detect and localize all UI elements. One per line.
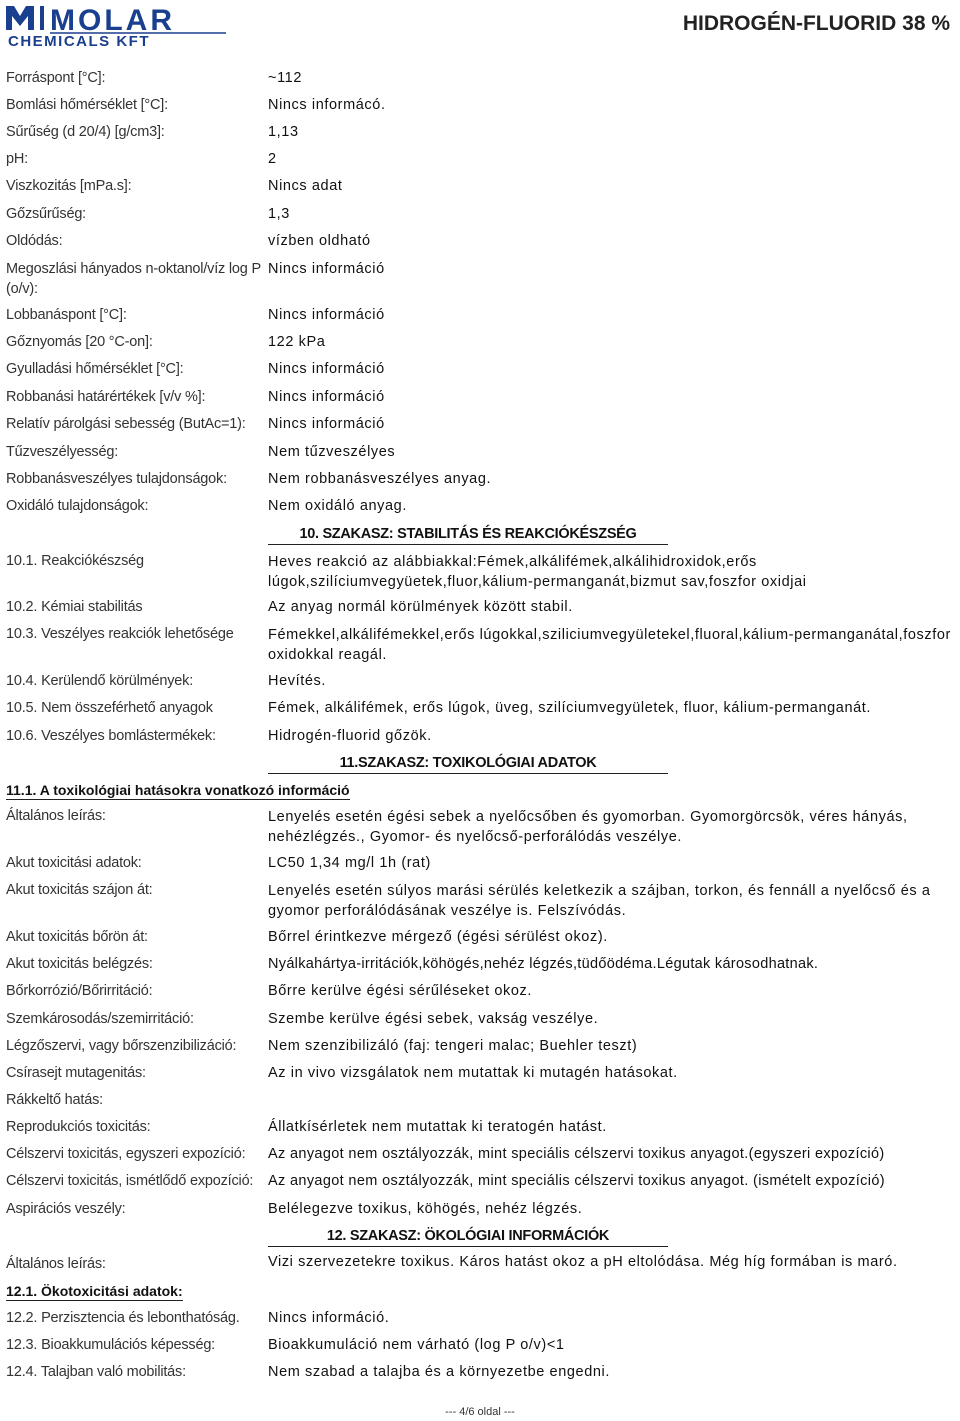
item-label: Aspirációs veszély: [6,1201,126,1217]
item-label: Bőrkorrózió/Bőrirritáció: [6,983,153,999]
item-value: Az anyagot nem osztályozzák, mint speciális célszervi toxikus anyagot.(egyszeri expozíció) [268,1146,885,1162]
prop-label: Gyulladási hőmérséklet [°C]: [6,361,184,377]
item-label: 10.5. Nem összeférhető anyagok [6,700,213,716]
section-12-title: 12. SZAKASZ: ÖKOLÓGIAI INFORMÁCIÓK [268,1228,668,1247]
section-10-title: 10. SZAKASZ: STABILITÁS ÉS REAKCIÓKÉSZSÉG [268,526,668,545]
item-value: Hevítés. [268,673,326,689]
prop-value: Nincs információ [268,261,385,277]
item-value: Az anyagot nem osztályozzák, mint speciális célszervi toxikus anyagot. (ismételt expozíció) [268,1173,885,1189]
prop-label: Lobbanáspont [°C]: [6,307,127,323]
item-value: LC50 1,34 mg/l 1h (rat) [268,855,431,871]
prop-label-cont: (o/v): [6,281,38,297]
item-label: Célszervi toxicitás, ismétlődő expozíció: [6,1173,254,1189]
item-value: Fémekkel,alkálifémekkel,erős lúgokkal,sziliciumvegyületekel,fluoral,kálium-permanganátal,foszfor oxidokkal reagál. [268,627,951,663]
item-value: Bőrrel érintkezve mérgező (égési sérülést okoz). [268,929,608,945]
item-label: Akut toxicitás bőrön át: [6,929,148,945]
item-label: Reprodukciós toxicitás: [6,1119,151,1135]
item-label: Légzőszervi, vagy bőrszenzibilizáció: [6,1038,237,1054]
item-value: Nyálkahártya-irritációk,köhögés,nehéz légzés,tüdőödéma.Légutak károsodhatnak. [268,956,819,972]
item-value: Nem szenzibilizáló (faj: tengeri malac; Buehler teszt) [268,1038,638,1054]
prop-value: Nincs információ [268,389,385,405]
item-value: Lenyelés esetén súlyos marási sérülés keletkezik a szájban, torkon, és fennáll a nyelőcső és a gyomor perforálódásának veszélye is. Felszívódás. [268,883,931,919]
prop-label: Tűzveszélyesség: [6,444,119,460]
prop-value: Nincs információ [268,361,385,377]
item-value: Hidrogén-fluorid gőzök. [268,728,432,744]
item-label: Célszervi toxicitás, egyszeri expozíció: [6,1146,246,1162]
prop-value: Nincs informácó. [268,97,386,113]
prop-value: 122 kPa [268,334,326,350]
prop-label: Megoszlási hányados n-oktanol/víz log P [6,261,261,277]
prop-value: 2 [268,151,277,167]
prop-value: Nincs információ [268,416,385,432]
item-value: Az anyag normál körülmények között stabil. [268,599,573,615]
prop-label: Sűrűség (d 20/4) [g/cm3]: [6,124,165,140]
prop-value: Nincs adat [268,178,343,194]
item-value: Az in vivo vizsgálatok nem mutattak ki mutagén hatásokat. [268,1065,678,1081]
item-label: 10.6. Veszélyes bomlástermékek: [6,728,216,744]
item-value: Nem szabad a talajba és a környezetbe engedni. [268,1364,610,1380]
section-11-title: 11.SZAKASZ: TOXIKOLÓGIAI ADATOK [268,755,668,774]
item-label: Akut toxicitási adatok: [6,855,142,871]
item-label: Csírasejt mutagenitás: [6,1065,146,1081]
prop-label: Forráspont [°C]: [6,70,106,86]
prop-value: ~112 [268,70,302,86]
prop-label: Robbanási határértékek [v/v %]: [6,389,206,405]
prop-label: Oxidáló tulajdonságok: [6,498,149,514]
item-value: Belélegezve toxikus, köhögés, nehéz légzés. [268,1201,583,1217]
item-value: Állatkísérletek nem mutattak ki teratogén hatást. [268,1119,607,1135]
item-label: Akut toxicitás szájon át: [6,882,153,898]
prop-label: Relatív párolgási sebesség (ButAc=1): [6,416,246,432]
item-value: Lenyelés esetén égési sebek a nyelőcsőben és gyomorban. Gyomorgörcsök, véres hányás, nehézlégzés., Gyomor- és nyelőcső-perforálódás veszélye. [268,809,908,845]
company-logo [4,2,234,48]
prop-label: Oldódás: [6,233,63,249]
prop-label: Robbanásveszélyes tulajdonságok: [6,471,227,487]
prop-value: 1,3 [268,206,290,222]
item-label: 12.4. Talajban való mobilitás: [6,1364,186,1380]
prop-value: 1,13 [268,124,299,140]
item-label: Rákkeltő hatás: [6,1092,103,1108]
svg-text:CHEMICALS KFT: CHEMICALS KFT [8,33,150,48]
item-label: 12.3. Bioakkumulációs képesség: [6,1337,216,1353]
prop-value: Nem tűzveszélyes [268,444,396,460]
prop-value: Nincs információ [268,307,385,323]
item-value: Vizi szervezetekre toxikus. Káros hatást okoz a pH eltolódása. Még híg formában is maró. [268,1254,898,1270]
document-title: HIDROGÉN-FLUORID 38 % [682,12,950,35]
item-label: Szemkárosodás/szemirritáció: [6,1011,194,1027]
prop-label: Bomlási hőmérséklet [°C]: [6,97,168,113]
prop-value: Nem robbanásveszélyes anyag. [268,471,492,487]
section-12-subtitle: 12.1. Ökotoxicitási adatok: [6,1283,183,1299]
item-label: 12.2. Perzisztencia és lebonthatóság. [6,1310,240,1326]
item-value: Heves reakció az alábbiakkal:Fémek,alkálifémek,alkálihidroxidok,erős lúgok,szilíciumvegyüetek,fluor,kálium-permanganát,bizmut sav,foszfor oxidjai [268,554,807,590]
item-value: Fémek, alkálifémek, erős lúgok, üveg, szilíciumvegyületek, fluor, kálium-permanganát. [268,700,872,716]
item-value: Szembe kerülve égési sebek, vakság veszélye. [268,1011,599,1027]
svg-text:MOLAR: MOLAR [50,4,175,37]
prop-label: Gőznyomás [20 °C-on]: [6,334,153,350]
item-value: Bőrre kerülve égési sérűléseket okoz. [268,983,532,999]
prop-value: Nem oxidáló anyag. [268,498,407,514]
item-label: Általános leírás: [6,808,106,824]
item-label: 10.4. Kerülendő körülmények: [6,673,194,689]
page-header [0,0,960,60]
item-label: Akut toxicitás belégzés: [6,956,153,972]
prop-label: Gőzsűrűség: [6,206,87,222]
item-label: 10.2. Kémiai stabilitás [6,599,143,615]
section-11-subtitle: 11.1. A toxikológiai hatásokra vonatkozó információ [6,782,350,798]
item-label: 10.3. Veszélyes reakciók lehetősége [6,626,234,642]
item-value: Bioakkumuláció nem várható (log P o/v)<1 [268,1337,565,1353]
item-label: Általános leírás: [6,1256,106,1272]
prop-label: pH: [6,151,28,167]
page-footer: --- 4/6 oldal --- [445,1406,515,1418]
prop-label: Viszkozitás [mPa.s]: [6,178,132,194]
prop-value: vízben oldható [268,233,371,249]
item-value: Nincs információ. [268,1310,390,1326]
item-label: 10.1. Reakciókészség [6,553,144,569]
